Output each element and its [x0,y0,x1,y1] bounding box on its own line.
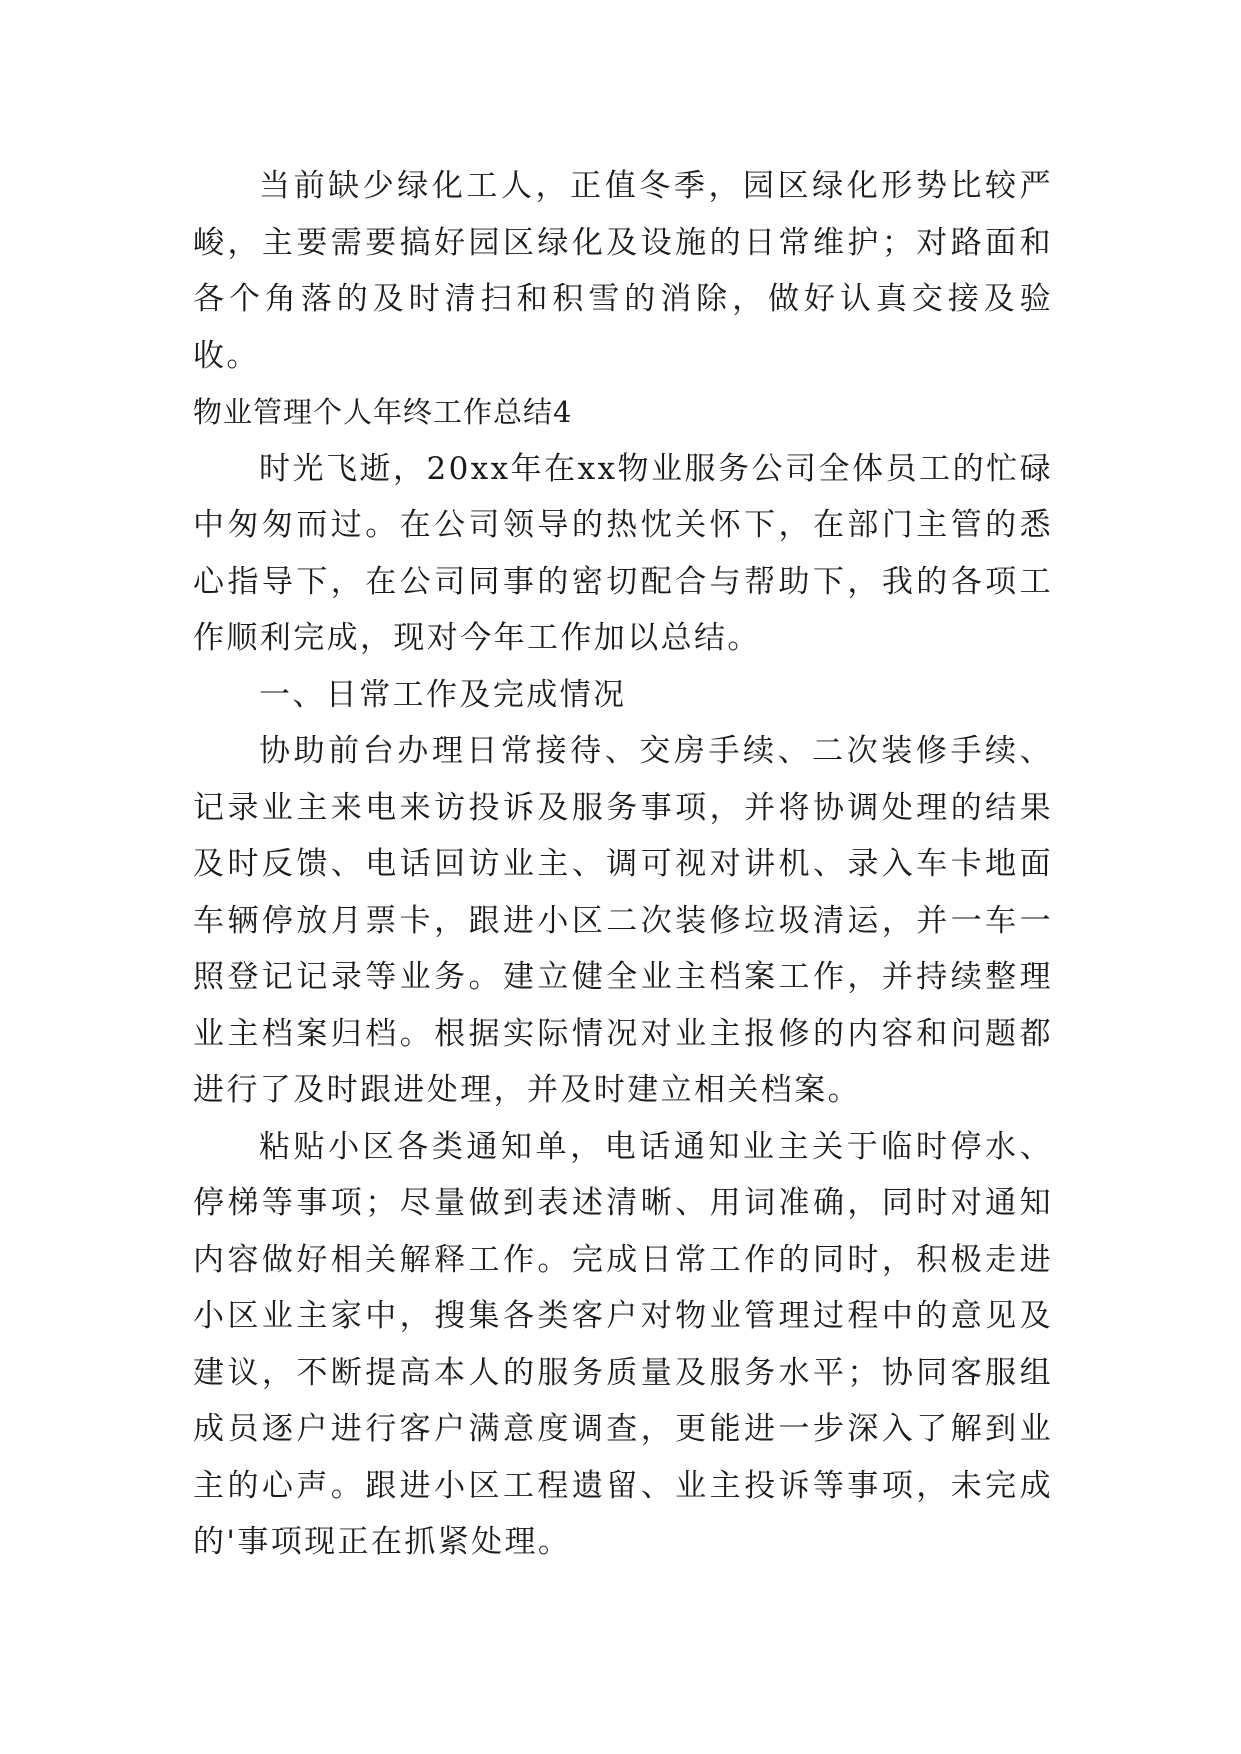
paragraph-intro: 时光飞逝，20xx年在xx物业服务公司全体员工的忙碌中匆匆而过。在公司领导的热忱关怀下，在部门主管的悉心指导下，在公司同事的密切配合与帮助下，我的各项工作顺利完成，现对今年工作加以总结。 [193,450,1053,656]
document-body [193,158,1053,1571]
paragraph-front-desk: 协助前台办理日常接待、交房手续、二次装修手续、记录业主来电来访投诉及服务事项，并将协调处理的结果及时反馈、电话回访业主、调可视对讲机、录入车卡地面车辆停放月票卡，跟进小区二次装修垃圾清运，并一车一照登记记录等业务。建立健全业主档案工作，并持续整理业主档案归档。根据实际情况对业主报修的内容和问题都进行了及时跟进处理，并及时建立相关档案。 [193,733,1053,1108]
subheading-daily-work: 一、日常工作及完成情况 [259,676,627,713]
section-title: 物业管理个人年终工作总结4 [193,395,573,429]
paragraph-notices: 粘贴小区各类通知单，电话通知业主关于临时停水、停梯等事项；尽量做到表述清晰、用词准确，同时对通知内容做好相关解释工作。完成日常工作的同时，积极走进小区业主家中，搜集各类客户对物业管理过程中的意见及建议，不断提高本人的服务质量及服务水平；协同客服组成员逐户进行客户满意度调查，更能进一步深入了解到业主的心声。跟进小区工程遗留、业主投诉等事项，未完成的'事项现正在抓紧处理。 [193,1128,1053,1560]
paragraph-greening: 当前缺少绿化工人，正值冬季，园区绿化形势比较严峻，主要需要搞好园区绿化及设施的日常维护；对路面和各个角落的及时清扫和积雪的消除，做好认真交接及验收。 [193,168,1053,374]
